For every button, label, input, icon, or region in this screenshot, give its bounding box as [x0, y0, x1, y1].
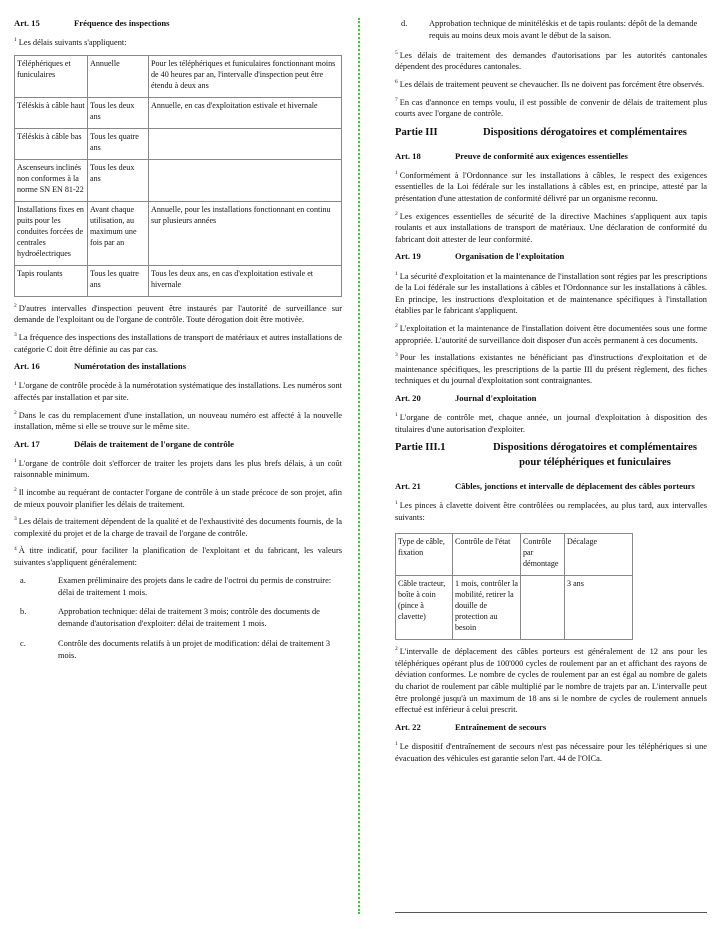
article-15-heading — [14, 18, 342, 29]
table-row — [396, 576, 633, 640]
article-number: Art. 21 — [395, 480, 421, 491]
list-item-d: d. Approbation technique de minitéléskis et de tapis roulants: dépôt de la demande requis au moins deux mois avant le début de la saison. — [401, 19, 698, 40]
art17-para-5: $^5$ Les délais de traitement des demandes d'autorisations par les autorités cantonales dépendent des procédures cantonales. — [395, 50, 707, 72]
art17-para-4: $^4$ À titre indicatif, pour faciliter la planification de l'exploitant et du fabricant, les valeurs suivantes s'appliquent généralement: — [14, 545, 342, 568]
list-item-c: c. Contrôle des documents relatifs à un projet de modification: délai de traitement 3 mois. — [20, 639, 331, 661]
table-cell: Câble tracteur, boîte à coin (pince à clavette) — [396, 576, 453, 640]
part-3-1-heading — [395, 441, 707, 471]
table-cell: Tous les deux ans, en cas d'exploitation estivale et hivernale — [149, 265, 342, 296]
art19-para-2: $^2$ L'exploitation et la maintenance de l'installation doivent être documentées sous une forme appropriée. L'autorité de surveillance doit disposer d'un accès permanent à ces documents. — [395, 323, 707, 345]
table-cell — [149, 128, 342, 159]
part-3-heading — [395, 126, 707, 141]
article-number: Art. 22 — [395, 721, 421, 732]
table-cell: Téléskis à câble haut — [15, 97, 88, 128]
table-cell — [521, 576, 565, 640]
right-column — [395, 18, 707, 770]
part-number: Partie III — [395, 126, 438, 138]
article-number: Art. 19 — [395, 251, 421, 262]
table-cell: Téléphériques et funiculaires — [15, 55, 88, 97]
art17-para-6: $^6$ Les délais de traitement peuvent se chevaucher. Ils ne doivent pas forcément être observés. — [395, 79, 705, 90]
article-21-heading — [395, 481, 707, 492]
table-cell: Ascenseurs inclinés non conformes à la norme SN EN 81-22 — [15, 159, 88, 201]
part-number: Partie III.1 — [395, 442, 446, 454]
part-title: Dispositions dérogatoires et complémentaires pour téléphériques et funiculaires — [493, 442, 697, 469]
art17-para-7: $^7$ En cas d'annonce en temps voulu, il est possible de convenir de délais de traitement plus courts avec l'organe de contrôle. — [395, 96, 707, 119]
table-row — [15, 265, 342, 296]
art21-para-2: $^2$ L'intervalle de déplacement des câbles porteurs est généralement de 12 ans pour les téléphériques opérant plus de 100'000 cycles de roulement par an et affichant des rayons de déviation conformes. Le nombre de cycles de roulement par an est égal au nombre de galets du chariot de roulement par câble multiplié par le nombre de trajets par an. L'intervalle peut être prolongé jusqu'à un maximum de 18 ans si le nombre de cycles de roulement annuels effectué est inférieur à celui prescrit. — [395, 646, 707, 715]
article-title: Câbles, jonctions et intervalle de déplacement des câbles porteurs — [455, 480, 695, 491]
part-title: Dispositions dérogatoires et complémentaires — [483, 126, 687, 138]
article-title: Preuve de conformité aux exigences essentielles — [455, 150, 628, 161]
table-cell: Décalage — [565, 534, 633, 576]
table-cell: Tous les quatre ans — [88, 265, 149, 296]
art15-para-2: $^2$ D'autres intervalles d'inspection peuvent être instaurés par l'autorité de surveillance sur demande de l'exploitant ou de l'organe de contrôle. Toute dérogation doit être motivée. — [14, 302, 342, 325]
table-cell: Tous les deux ans — [88, 97, 149, 128]
article-17-heading — [14, 439, 342, 450]
table-cell: 1 mois, contrôler la mobilité, retirer la douille de protection au besoin — [453, 576, 521, 640]
article-18-heading — [395, 151, 707, 162]
inspection-frequency-table — [14, 55, 342, 297]
table-row — [15, 97, 342, 128]
article-19-heading — [395, 251, 707, 262]
list-item-a: a. Examen préliminaire des projets dans le cadre de l'octroi du permis de construire: délai de traitement 1 mois. — [20, 575, 332, 597]
table-cell: Type de câble, fixation — [396, 534, 453, 576]
article-title: Entraînement de secours — [455, 721, 547, 732]
table-cell: Annuelle, pour les installations fonctionnant en continu sur plusieurs années — [149, 201, 342, 265]
table-cell: Pour les téléphériques et funiculaires fonctionnant moins de 40 heures par an, l'intervalle d'inspection peut être étendu à deux ans — [149, 55, 342, 97]
table-cell: Avant chaque utilisation, au maximum une fois par an — [88, 201, 149, 265]
table-cell: Tous les quatre ans — [88, 128, 149, 159]
art19-para-3: $^3$ Pour les installations existantes ne bénéficiant pas d'instructions d'exploitation et de maintenance spécifiques, les prescriptions de la partie III du présent règlement, des fiches techniques et du journal d'exploitation sont contraignantes. — [395, 352, 707, 386]
art21-para-1: $^1$ Les pinces à clavette doivent être contrôlées ou remplacées, au plus tard, aux intervalles suivants: — [395, 500, 707, 522]
art15-para-3: $^3$ La fréquence des inspections des installations de transport de matériaux et autres installations de catégorie C doit être définie au cas par cas. — [14, 332, 342, 354]
table-cell: Tapis roulants — [15, 265, 88, 296]
article-20-heading — [395, 393, 707, 404]
art17-para-3: $^3$ Les délais de traitement dépendent de la qualité et de l'exhaustivité des documents fournis, de la complexité du projet et de la charge de travail de l'organe de contrôle. — [14, 516, 342, 538]
list-item-b: b. Approbation technique: délai de traitement 3 mois; contrôle des documents de demande d'autorisation d'exploiter: délai de traitement 1 mois. — [20, 607, 320, 629]
table-cell: Contrôle de l'état — [453, 534, 521, 576]
article-title: Organisation de l'exploitation — [455, 251, 565, 262]
table-row — [15, 55, 342, 97]
art20-para-1: $^1$ L'organe de contrôle met, chaque année, un journal d'exploitation à disposition des titulaires d'une autorisation d'exploiter. — [395, 412, 707, 434]
art18-para-1: $^1$ Conformément à l'Ordonnance sur les installations à câbles, le respect des exigences essentielles de la Loi fédérale sur les installations à câbles est, en principe, attesté par la présentation d'une attestation de conformité délivré par un organisme reconnu. — [395, 170, 707, 203]
art15-para-1: $^1$ Les délais suivants s'appliquent: — [14, 37, 127, 48]
article-22-heading — [395, 722, 707, 733]
article-number: Art. 18 — [395, 150, 421, 161]
table-cell: Installations fixes en puits pour les conduites forcées de centrales hydroélectriques — [15, 201, 88, 265]
article-number: Art. 16 — [14, 361, 40, 372]
table-row — [15, 159, 342, 201]
article-title: Délais de traitement de l'organe de contrôle — [74, 438, 234, 449]
article-title: Journal d'exploitation — [455, 392, 537, 403]
footer-rule — [395, 912, 707, 913]
table-cell: Annuelle — [88, 55, 149, 97]
table-row — [396, 534, 633, 576]
table-cell: Contrôle par démontage — [521, 534, 565, 576]
art16-para-1: $^1$ L'organe de contrôle procède à la numérotation systématique des installations. Les numéros sont affectés par installation et par site. — [14, 380, 342, 402]
table-row — [15, 201, 342, 265]
art22-para-1: $^1$ Le dispositif d'entraînement de secours n'est pas nécessaire pour les téléphériques si une évacuation des véhicules est garantie selon l'art. 44 de l'OICa. — [395, 741, 707, 763]
table-cell — [149, 159, 342, 201]
table-cell: Téléskis à câble bas — [15, 128, 88, 159]
article-number: Art. 17 — [14, 438, 40, 449]
article-number: Art. 20 — [395, 392, 421, 403]
left-column — [14, 18, 342, 670]
table-row — [15, 128, 342, 159]
table-cell: 3 ans — [565, 576, 633, 640]
column-divider — [358, 18, 360, 914]
article-title: Numérotation des installations — [74, 361, 187, 372]
art19-para-1: $^1$ La sécurité d'exploitation et la maintenance de l'installation sont régies par les prescriptions de la Loi fédérale sur les installations à câbles et l'Ordonnance sur les installations à câbles. En principe, les instructions d'exploitation et de maintenance spécifiques à l'installation établies par le fabricant s'appliquent. — [395, 270, 707, 316]
clamp-interval-table — [395, 533, 633, 640]
article-title: Fréquence des inspections — [74, 18, 170, 28]
art17-para-1: $^1$ L'organe de contrôle doit s'efforcer de traiter les projets dans les plus brefs délais, à un coût raisonnable minimum. — [14, 458, 342, 480]
table-cell: Annuelle, en cas d'exploitation estivale et hivernale — [149, 97, 342, 128]
article-number: Art. 15 — [14, 18, 40, 28]
article-16-heading — [14, 361, 342, 372]
art17-para-2: $^2$ Il incombe au requérant de contacter l'organe de contrôle à un stade précoce de son projet, afin de mieux pouvoir planifier les délais de traitement. — [14, 487, 342, 509]
table-cell: Tous les deux ans — [88, 159, 149, 201]
art16-para-2: $^2$ Dans le cas du remplacement d'une installation, un nouveau numéro est affecté à la nouvelle installation, même si elle se trouve sur le même site. — [14, 409, 342, 432]
art18-para-2: $^2$ Les exigences essentielles de sécurité de la directive Machines s'appliquent aux tapis roulants et aux installations de transport de matériaux. Une déclaration de conformité du fabricant doit attester de leur conformité. — [395, 210, 707, 244]
